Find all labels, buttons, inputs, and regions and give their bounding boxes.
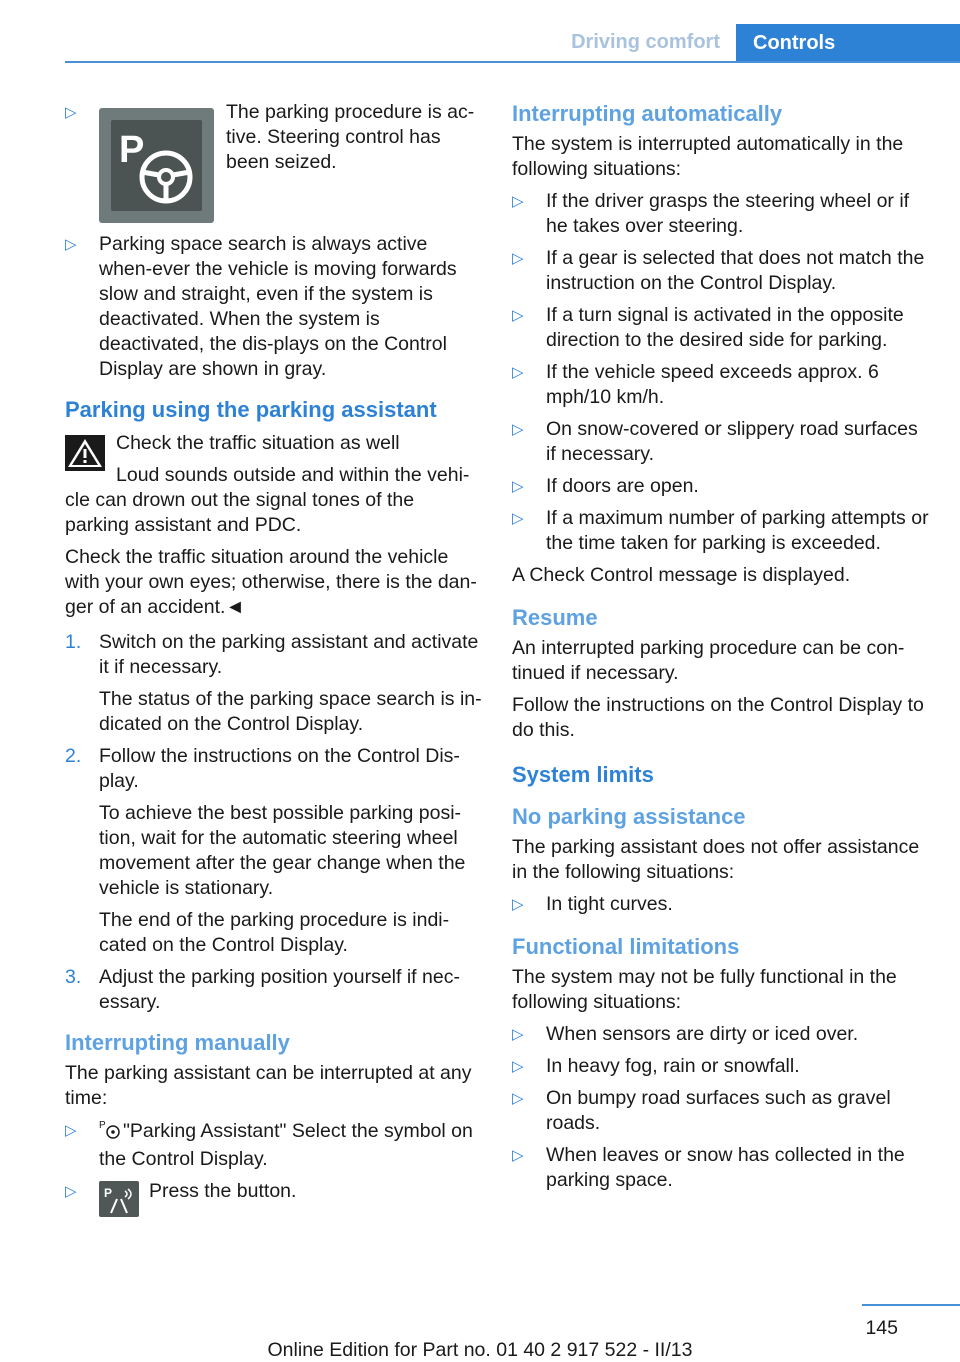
list-item bbox=[512, 246, 932, 296]
list-item bbox=[65, 1118, 483, 1172]
svg-text:P: P bbox=[99, 1120, 106, 1131]
bullet-marker: ▷ bbox=[512, 1147, 524, 1164]
auto-list bbox=[512, 189, 932, 556]
bullet-marker: ▷ bbox=[65, 1122, 77, 1139]
list-item-text: If a turn signal is activated in the opposite direction to the desired side for parking. bbox=[546, 304, 904, 351]
bullet-marker: ▷ bbox=[512, 510, 524, 527]
functional-intro: The system may not be fully functional in the following situations: bbox=[512, 966, 897, 1013]
warning-title: Check the traffic situation as well bbox=[116, 432, 400, 454]
auto-intro: The system is interrupted automatically in the following situations: bbox=[512, 133, 904, 180]
header-chapter-tab: Controls bbox=[736, 24, 960, 62]
heading-interrupting-manually: Interrupting manually bbox=[65, 1030, 290, 1055]
step-subtext: The end of the parking procedure is indi-cated on the Control Display. bbox=[99, 909, 450, 956]
header-section-title: Driving comfort bbox=[571, 31, 720, 53]
resume-text-2: Follow the instructions on the Control Display to do this. bbox=[512, 694, 924, 741]
warning-block bbox=[65, 431, 483, 456]
step-number: 3. bbox=[65, 966, 82, 988]
bullet-marker: ▷ bbox=[512, 421, 524, 438]
step-item bbox=[65, 630, 483, 737]
bullet-marker: ▷ bbox=[512, 193, 524, 210]
auto-after-text: A Check Control message is displayed. bbox=[512, 564, 851, 586]
list-item bbox=[512, 474, 932, 499]
step-subtext: The status of the parking space search is in-dicated on the Control Display. bbox=[99, 688, 482, 735]
bullet-marker: ▷ bbox=[512, 1058, 524, 1075]
list-item bbox=[65, 1179, 483, 1213]
step-text: Follow the instructions on the Control Dis-play. bbox=[99, 745, 460, 792]
page-number: 145 bbox=[865, 1317, 898, 1339]
manual-intro: The parking assistant can be interrupted at any time: bbox=[65, 1062, 472, 1109]
list-item bbox=[512, 303, 932, 353]
edition-footer: Online Edition for Part no. 01 40 2 917 522 - II/13 bbox=[267, 1339, 693, 1361]
list-item bbox=[512, 417, 932, 467]
list-item bbox=[512, 892, 932, 917]
parking-assistant-small-icon bbox=[99, 1118, 123, 1147]
step-item bbox=[65, 965, 483, 1015]
warning-body-2: Check the traffic situation around the vehicle with your own eyes; otherwise, there is the dan-ger of an accident.◄ bbox=[65, 546, 477, 618]
list-item-text: When sensors are dirty or iced over. bbox=[546, 1023, 859, 1045]
list-item-text: On snow-covered or slippery road surfaces if necessary. bbox=[546, 418, 918, 465]
list-item-text: If the driver grasps the steering wheel or if he takes over steering. bbox=[546, 190, 910, 237]
footer-rule bbox=[862, 1304, 960, 1306]
noassist-intro: The parking assistant does not offer assistance in the following situations: bbox=[512, 836, 920, 883]
list-item-text: If a gear is selected that does not match the instruction on the Control Display. bbox=[546, 247, 925, 294]
heading-resume: Resume bbox=[512, 605, 598, 630]
parking-active-text: The parking procedure is ac-tive. Steering control has been seized. bbox=[226, 101, 475, 173]
bullet-marker: ▷ bbox=[65, 104, 77, 121]
list-item-text: On bumpy road surfaces such as gravel roads. bbox=[546, 1087, 891, 1134]
bullet-marker: ▷ bbox=[65, 236, 77, 253]
right-column bbox=[512, 100, 932, 1200]
list-item bbox=[512, 1143, 932, 1193]
step-item bbox=[65, 744, 483, 958]
header-rule bbox=[65, 61, 960, 63]
list-item-text: If doors are open. bbox=[546, 475, 699, 497]
warning-body: Loud sounds outside and within the vehi-cle can drown out the signal tones of the parking assistant and PDC. bbox=[65, 464, 470, 536]
resume-text-1: An interrupted parking procedure can be con-tinued if necessary. bbox=[512, 637, 905, 684]
step-number: 1. bbox=[65, 631, 82, 653]
heading-system-limits: System limits bbox=[512, 762, 654, 787]
heading-parking-assistant: Parking using the parking assistant bbox=[65, 397, 437, 422]
list-item bbox=[512, 360, 932, 410]
step-text: Switch on the parking assistant and activate it if necessary. bbox=[99, 631, 479, 678]
bullet-marker: ▷ bbox=[512, 896, 524, 913]
parking-assistant-button-icon bbox=[99, 1181, 139, 1217]
list-item-text: In tight curves. bbox=[546, 893, 673, 915]
steps-list bbox=[65, 630, 483, 1015]
svg-text:P: P bbox=[104, 1186, 113, 1200]
bullet-marker: ▷ bbox=[65, 1183, 77, 1200]
step-text: Adjust the parking position yourself if nec-essary. bbox=[99, 966, 460, 1013]
bullet-marker: ▷ bbox=[512, 478, 524, 495]
page-header bbox=[0, 0, 960, 64]
list-item bbox=[512, 506, 932, 556]
bullet-marker: ▷ bbox=[512, 1026, 524, 1043]
parking-steering-icon bbox=[99, 108, 214, 223]
manual-item-select-symbol: "Parking Assistant" Select the symbol on the Control Display. bbox=[99, 1120, 473, 1170]
parking-search-text: Parking space search is always active when-ever the vehicle is moving forwards slow and straight, even if the system is deactivated. When the system is deactivated, the dis-plays on the Control Display are shown in gray. bbox=[99, 233, 457, 380]
list-item bbox=[512, 189, 932, 239]
list-item-text: When leaves or snow has collected in the parking space. bbox=[546, 1144, 905, 1191]
list-item-text: In heavy fog, rain or snowfall. bbox=[546, 1055, 800, 1077]
manual-item-press-button: Press the button. bbox=[149, 1180, 297, 1202]
list-item bbox=[512, 1054, 932, 1079]
heading-functional-limitations: Functional limitations bbox=[512, 934, 740, 959]
list-item-text: If a maximum number of parking attempts or the time taken for parking is exceeded. bbox=[546, 507, 929, 554]
bullet-marker: ▷ bbox=[512, 250, 524, 267]
left-column bbox=[65, 100, 483, 1220]
svg-text:P: P bbox=[119, 129, 145, 171]
step-subtext: To achieve the best possible parking posi-tion, wait for the automatic steering wheel movement after the gear change when the vehicle is stationary. bbox=[99, 802, 466, 899]
list-item bbox=[512, 1022, 932, 1047]
step-number: 2. bbox=[65, 745, 82, 767]
warning-icon bbox=[65, 435, 105, 471]
list-item-text: If the vehicle speed exceeds approx. 6 mph/10 km/h. bbox=[546, 361, 879, 408]
heading-interrupting-automatically: Interrupting automatically bbox=[512, 101, 783, 126]
heading-no-parking-assistance: No parking assistance bbox=[512, 804, 746, 829]
list-item bbox=[65, 100, 483, 225]
list-item bbox=[512, 1086, 932, 1136]
bullet-marker: ▷ bbox=[512, 1090, 524, 1107]
list-item bbox=[65, 232, 483, 382]
bullet-marker: ▷ bbox=[512, 364, 524, 381]
bullet-marker: ▷ bbox=[512, 307, 524, 324]
